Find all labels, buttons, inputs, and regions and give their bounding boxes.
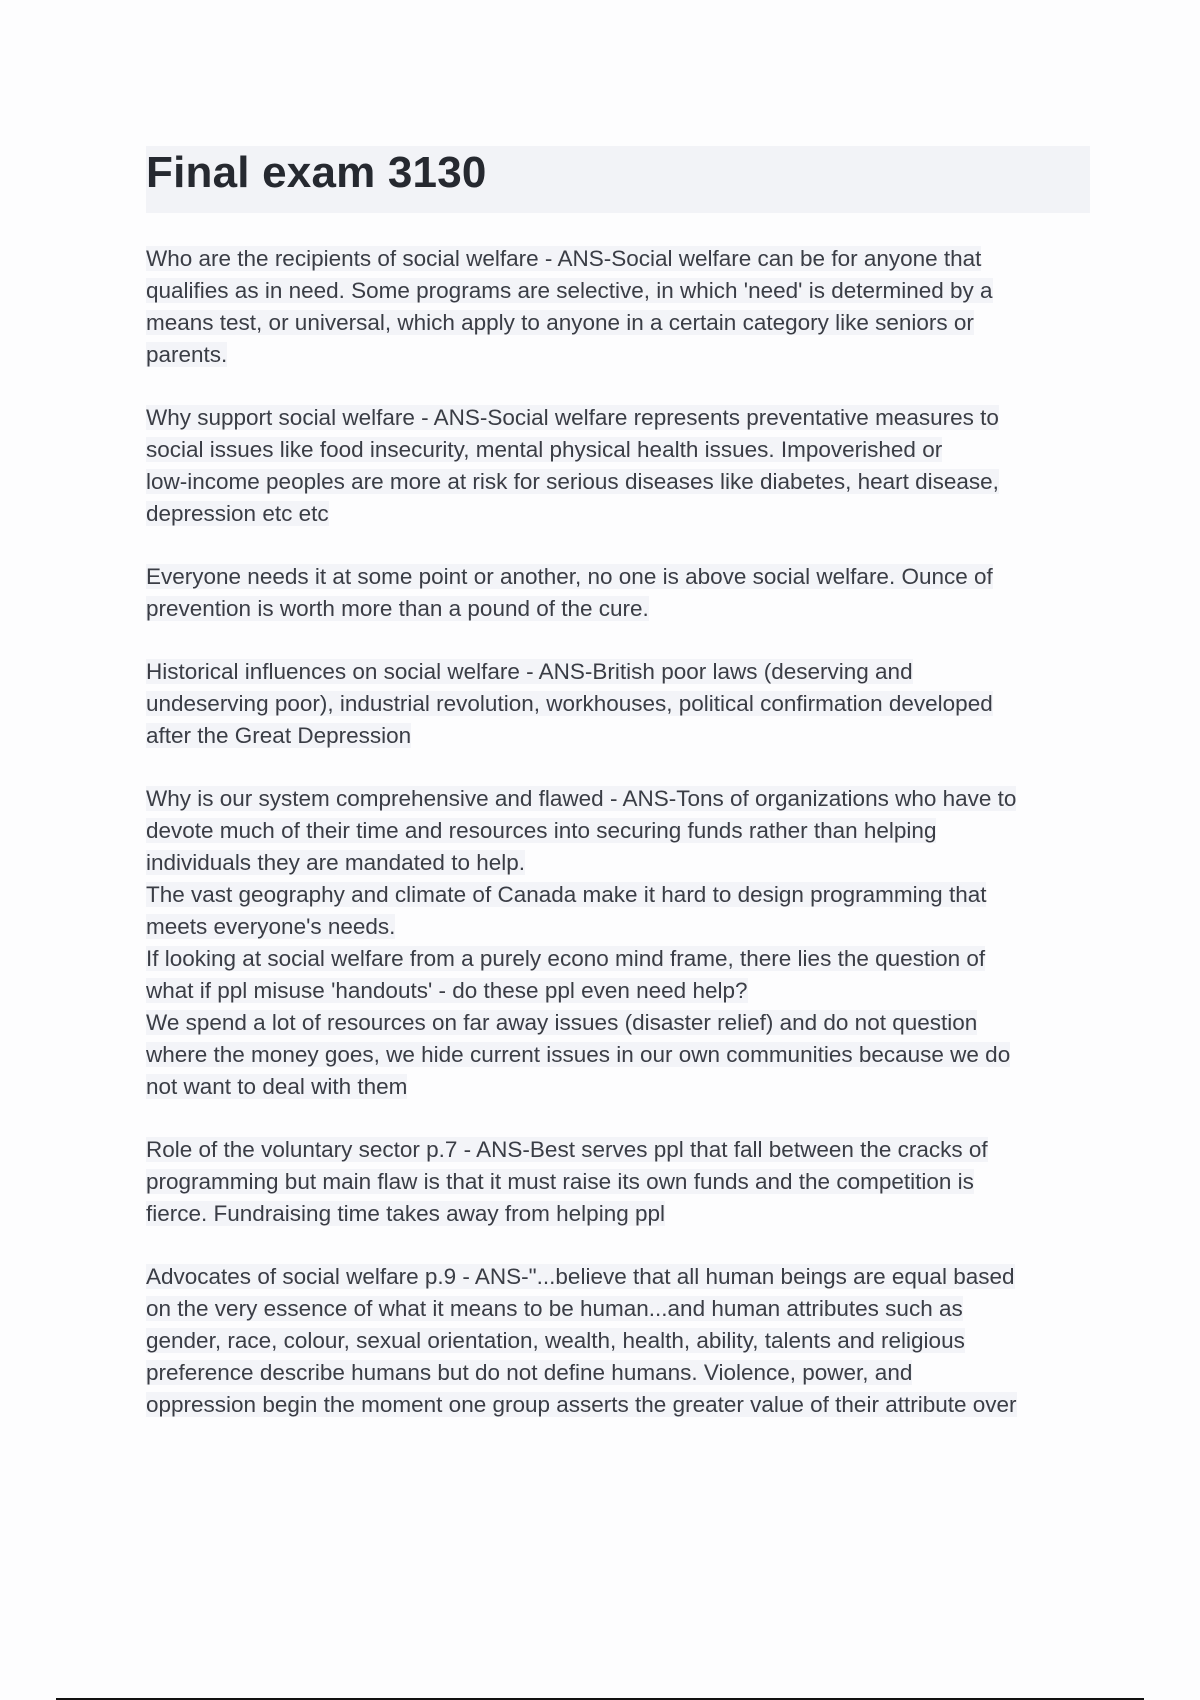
text-line: Everyone needs it at some point or another, no one is above social welfare. Ounce of bbox=[146, 564, 993, 589]
qa-paragraph-why-support bbox=[146, 402, 1094, 530]
text-line: on the very essence of what it means to be human...and human attributes such as bbox=[146, 1296, 963, 1321]
text-line: Who are the recipients of social welfare - ANS-Social welfare can be for anyone that bbox=[146, 246, 982, 271]
text-line: Why support social welfare - ANS-Social welfare represents preventative measures to bbox=[146, 405, 999, 430]
text-line: prevention is worth more than a pound of the cure. bbox=[146, 596, 649, 621]
text-line: what if ppl misuse 'handouts' - do these ppl even need help? bbox=[146, 978, 748, 1003]
text-line: Why is our system comprehensive and flawed - ANS-Tons of organizations who have to bbox=[146, 786, 1017, 811]
text-line: Advocates of social welfare p.9 - ANS-"...believe that all human beings are equal based bbox=[146, 1264, 1015, 1289]
text-line: individuals they are mandated to help. bbox=[146, 850, 525, 875]
text-line: depression etc etc bbox=[146, 501, 329, 526]
qa-paragraph-voluntary-sector bbox=[146, 1134, 1094, 1230]
text-line: oppression begin the moment one group asserts the greater value of their attribute over bbox=[146, 1392, 1017, 1417]
qa-paragraph-system-flawed bbox=[146, 783, 1094, 1103]
text-line: preference describe humans but do not define humans. Violence, power, and bbox=[146, 1360, 913, 1385]
text-line: meets everyone's needs. bbox=[146, 914, 396, 939]
text-line: social issues like food insecurity, mental physical health issues. Impoverished or bbox=[146, 437, 943, 462]
text-line: qualifies as in need. Some programs are selective, in which 'need' is determined by a bbox=[146, 278, 993, 303]
text-line: devote much of their time and resources into securing funds rather than helping bbox=[146, 818, 937, 843]
page-title: Final exam 3130 bbox=[146, 148, 487, 197]
text-line: The vast geography and climate of Canada make it hard to design programming that bbox=[146, 882, 987, 907]
text-line: Historical influences on social welfare - ANS-British poor laws (deserving and bbox=[146, 659, 913, 684]
text-line: after the Great Depression bbox=[146, 723, 412, 748]
text-line: gender, race, colour, sexual orientation, wealth, health, ability, talents and religious bbox=[146, 1328, 965, 1353]
text-line: fierce. Fundraising time takes away from helping ppl bbox=[146, 1201, 665, 1226]
paragraph-everyone-needs bbox=[146, 561, 1094, 625]
document-body bbox=[146, 243, 1094, 1452]
text-line: programming but main flaw is that it must raise its own funds and the competition is bbox=[146, 1169, 974, 1194]
text-line: parents. bbox=[146, 342, 228, 367]
text-line: undeserving poor), industrial revolution, workhouses, political confirmation developed bbox=[146, 691, 993, 716]
text-line: We spend a lot of resources on far away issues (disaster relief) and do not question bbox=[146, 1010, 978, 1035]
text-line: means test, or universal, which apply to anyone in a certain category like seniors or bbox=[146, 310, 974, 335]
text-line: not want to deal with them bbox=[146, 1074, 408, 1099]
qa-paragraph-historical bbox=[146, 656, 1094, 752]
text-line: low-income peoples are more at risk for serious diseases like diabetes, heart disease, bbox=[146, 469, 999, 494]
qa-paragraph-recipients bbox=[146, 243, 1094, 371]
text-line: If looking at social welfare from a purely econo mind frame, there lies the question of bbox=[146, 946, 986, 971]
qa-paragraph-advocates bbox=[146, 1261, 1094, 1421]
text-line: where the money goes, we hide current issues in our own communities because we do bbox=[146, 1042, 1011, 1067]
text-line: Role of the voluntary sector p.7 - ANS-Best serves ppl that fall between the cracks of bbox=[146, 1137, 988, 1162]
